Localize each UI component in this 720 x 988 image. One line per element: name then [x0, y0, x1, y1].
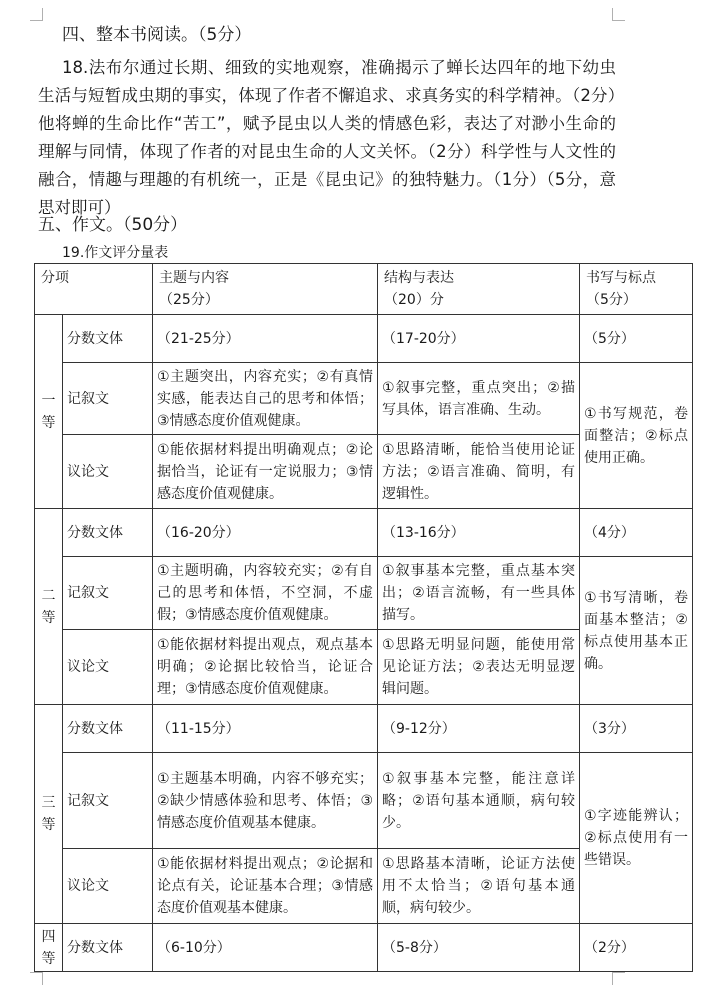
level4-writing-score: （2分） — [580, 924, 693, 972]
level3-narrative-structure: ①叙事基本完整，能注意详略；②语句基本通顺，病句较少。 — [378, 753, 580, 849]
answer-18: 18.法布尔通过长期、细致的实地观察，准确揭示了蝉长达四年的地下幼虫生活与短暂成虫期的事实，体现了作者不懈追求、求真务实的科学精神。（2分）他将蝉的生命比作“苦工”，赋予昆虫以人类的情感色彩，表达了对渺小生命的理解与同情，体现了作者的对昆虫生命的人文关怀。（2分）科学性与人文性的融合，情趣与理趣的有机统一，正是《昆虫记》的独特魅力。（1分）（5分，意思对即可） — [38, 58, 616, 217]
level2-narrative-structure: ①叙事基本完整，重点基本突出；②语言流畅，有一些具体描写。 — [378, 557, 580, 630]
crop-mark-bottom-left — [30, 972, 43, 985]
header-structure-label: 结构与表达 — [384, 270, 454, 286]
row-label-score: 分数文体 — [63, 705, 153, 753]
header-structure-score: （20）分 — [384, 292, 444, 308]
level3-score-row — [35, 705, 693, 753]
section-four-title: 四、整本书阅读。（5分） — [62, 25, 252, 45]
header-theme-label: 主题与内容 — [159, 270, 229, 286]
level1-structure-score: （17-20分） — [378, 315, 580, 363]
level3-writing: ①字迹能辨认；②标点使用有一些错误。 — [580, 753, 693, 924]
row-label-argument: 议论文 — [63, 435, 153, 509]
level4-theme-score: （6-10分） — [153, 924, 378, 972]
level3-argument-structure: ①思路基本清晰，论证方法使用不太恰当；②语句基本通顺，病句较少。 — [378, 849, 580, 924]
row-label-narrative: 记叙文 — [63, 753, 153, 849]
row-label-argument: 议论文 — [63, 630, 153, 705]
level2-structure-score: （13-16分） — [378, 509, 580, 557]
header-writing-score: （5分） — [586, 292, 637, 308]
level2-argument-theme: ①能依据材料提出观点，观点基本明确；②论据比较恰当，论证合理；③情感态度价值观健康。 — [153, 630, 378, 705]
scoring-rubric-table — [34, 263, 693, 972]
crop-mark-top-left — [30, 8, 43, 21]
level1-narrative-structure: ①叙事完整，重点突出；②描写具体，语言准确、生动。 — [378, 363, 580, 435]
level4-structure-score: （5-8分） — [378, 924, 580, 972]
level1-argument-theme: ①能依据材料提出明确观点；②论据恰当，论证有一定说服力；③情感态度价值观健康。 — [153, 435, 378, 509]
level3-label: 三等 — [35, 705, 63, 924]
row-label-narrative: 记叙文 — [63, 557, 153, 630]
table-caption: 19.作文评分量表 — [62, 245, 169, 261]
header-theme — [153, 264, 378, 315]
level2-theme-score: （16-20分） — [153, 509, 378, 557]
header-structure — [378, 264, 580, 315]
level1-writing: ①书写规范，卷面整洁；②标点使用正确。 — [580, 363, 693, 509]
crop-mark-top-right — [612, 8, 625, 21]
header-writing — [580, 264, 693, 315]
level1-narrative-theme: ①主题突出，内容充实；②有真情实感，能表达自己的思考和体悟；③情感态度价值观健康。 — [153, 363, 378, 435]
level2-writing: ①书写清晰，卷面基本整洁；②标点使用基本正确。 — [580, 557, 693, 705]
level1-score-row — [35, 315, 693, 363]
level3-narrative-theme: ①主题基本明确，内容不够充实；②缺少情感体验和思考、体悟；③情感态度价值观基本健康。 — [153, 753, 378, 849]
row-label-score: 分数文体 — [63, 509, 153, 557]
header-writing-label: 书写与标点 — [586, 270, 656, 286]
level3-writing-score: （3分） — [580, 705, 693, 753]
level1-narrative-row — [35, 363, 693, 435]
level2-label: 二等 — [35, 509, 63, 705]
level2-score-row — [35, 509, 693, 557]
level1-label: 一等 — [35, 315, 63, 509]
level3-structure-score: （9-12分） — [378, 705, 580, 753]
level3-argument-theme: ①能依据材料提出观点；②论据和论点有关，论证基本合理；③情感态度价值观基本健康。 — [153, 849, 378, 924]
level1-writing-score: （5分） — [580, 315, 693, 363]
level1-argument-structure: ①思路清晰，能恰当使用论证方法；②语言准确、简明，有逻辑性。 — [378, 435, 580, 509]
level4-score-row — [35, 924, 693, 972]
level4-label: 四等 — [35, 924, 63, 972]
crop-mark-bottom-right — [612, 972, 625, 985]
row-label-score: 分数文体 — [63, 315, 153, 363]
level3-theme-score: （11-15分） — [153, 705, 378, 753]
level3-narrative-row — [35, 753, 693, 849]
section-five-title: 五、作文。（50分） — [38, 215, 188, 235]
level2-narrative-row — [35, 557, 693, 630]
level2-argument-structure: ①思路无明显问题，能使用常见论证方法；②表达无明显逻辑问题。 — [378, 630, 580, 705]
header-item: 分项 — [35, 264, 153, 315]
level1-theme-score: （21-25分） — [153, 315, 378, 363]
header-row — [35, 264, 693, 315]
header-theme-score: （25分） — [159, 292, 219, 308]
level2-narrative-theme: ①主题明确，内容较充实；②有自己的思考和体悟，不空洞，不虚假；③情感态度价值观健康。 — [153, 557, 378, 630]
row-label-narrative: 记叙文 — [63, 363, 153, 435]
level2-writing-score: （4分） — [580, 509, 693, 557]
row-label-argument: 议论文 — [63, 849, 153, 924]
row-label-score: 分数文体 — [63, 924, 153, 972]
